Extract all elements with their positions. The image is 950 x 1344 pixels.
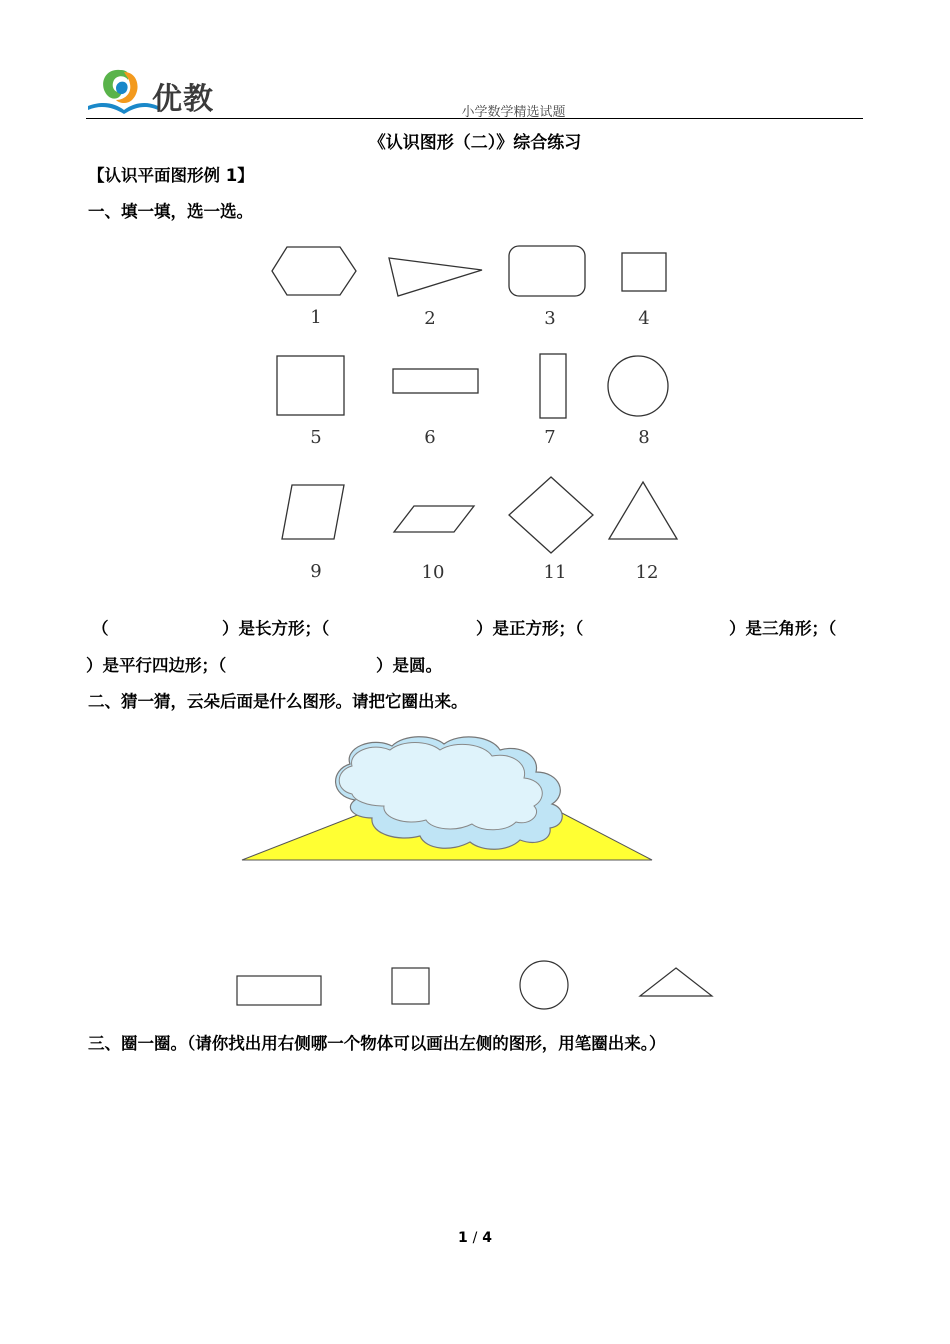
shape-number: 8 xyxy=(638,427,650,448)
q2-heading: 二、猜一猜，云朵后面是什么图形。请把它圈出来。 xyxy=(88,692,468,711)
option-rectangle xyxy=(237,976,321,1005)
page-total: 4 xyxy=(482,1230,492,1246)
shape-number: 10 xyxy=(421,562,445,583)
option-triangle xyxy=(640,968,712,996)
brand-name: 优教 xyxy=(152,82,214,117)
shape-number: 5 xyxy=(310,427,322,448)
fill-text-rectangle: ）是长方形；（ xyxy=(222,619,330,638)
fill-text-parallelogram: ）是平行四边形；（ xyxy=(86,656,227,675)
shape-number: 4 xyxy=(638,308,650,329)
option-circle xyxy=(520,961,568,1009)
page-title: 《认识图形（二）》综合练习 xyxy=(368,133,582,153)
page-number xyxy=(0,1230,950,1246)
section-label: 【认识平面图形例 1】 xyxy=(88,166,254,185)
q1-heading: 一、填一填，选一选。 xyxy=(88,202,253,221)
shape-number: 2 xyxy=(424,308,436,329)
shape-number: 1 xyxy=(310,307,322,328)
page-current: 1 xyxy=(458,1230,468,1246)
q3-heading: 三、圈一圈。（请你找出用右侧哪一个物体可以画出左侧的图形，用笔圈出来。） xyxy=(88,1034,666,1053)
option-square xyxy=(392,968,429,1004)
shape-number: 6 xyxy=(424,427,436,448)
fill-text-square: ）是正方形；（ xyxy=(476,619,584,638)
shape-number: 3 xyxy=(544,308,556,329)
shape-number: 9 xyxy=(310,561,322,582)
fill-text-circle: ）是圆。 xyxy=(376,656,442,675)
shape-number: 11 xyxy=(543,562,567,583)
page-separator: / xyxy=(472,1230,478,1246)
fill-text-triangle: ）是三角形；（ xyxy=(729,619,837,638)
blank-open-1: （ xyxy=(92,619,109,638)
header-subtitle: 小学数学精选试题 xyxy=(461,105,566,120)
shape-number: 12 xyxy=(635,562,659,583)
shape-number: 7 xyxy=(544,427,556,448)
